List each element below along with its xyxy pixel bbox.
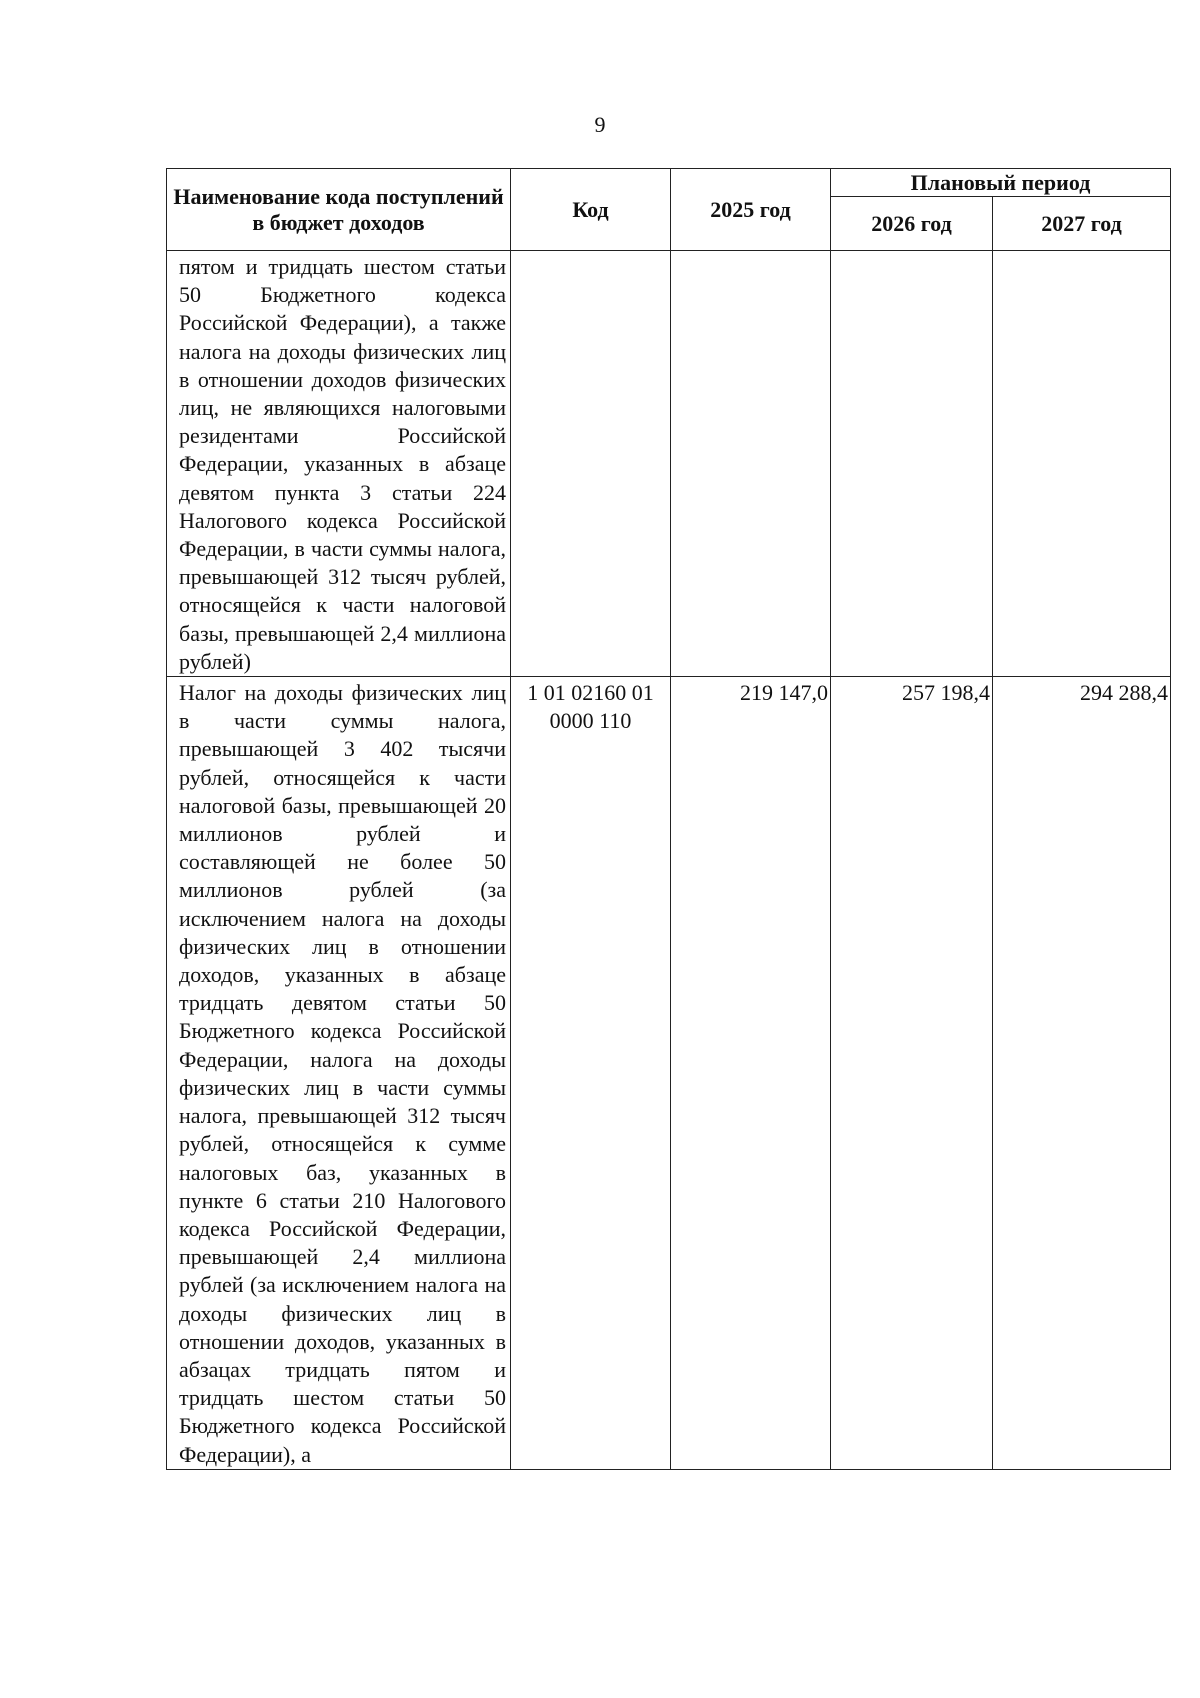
row-2025-cell	[671, 677, 831, 1470]
header-name: Наименование кода поступлений в бюджет доходов	[167, 169, 511, 251]
row-2026-cell	[831, 251, 993, 677]
header-planned-period: Плановый период	[831, 169, 1171, 197]
row-code-cell	[511, 251, 671, 677]
row-name: пятом и тридцать шестом статьи 50 Бюджетного кодекса Российской Федерации), а также налога на доходы физических лиц в отношении доходов физических лиц, не являющихся налоговыми резидентами Российской Федерации, указанных в абзаце девятом пункта 3 статьи 224 Налогового кодекса Российской Федерации, в части суммы налога, превышающей 312 тысяч рублей, относящейся к части налоговой базы, превышающей 2,4 миллиона рублей)	[179, 254, 506, 674]
row-name: Налог на доходы физических лиц в части суммы налога, превышающей 3 402 тысячи рублей, относящейся к части налоговой базы, превышающей 20 миллионов рублей и составляющей не более 50 миллионов рублей (за исключением налога на доходы физических лиц в отношении доходов, указанных в абзаце тридцать девятом статьи 50 Бюджетного кодекса Российской Федерации, налога на доходы физических лиц в части суммы налога, превышающей 312 тысяч рублей, относящейся к сумме налоговых баз, указанных в пункте 6 статьи 210 Налогового кодекса Российской Федерации, превышающей 2,4 миллиона рублей (за исключением налога на доходы физических лиц в отношении доходов, указанных в абзацах тридцать пятом и тридцать шестом статьи 50 Бюджетного кодекса Российской Федерации), а	[179, 680, 506, 1467]
row-code	[511, 251, 670, 253]
row-value-2027	[993, 251, 1170, 253]
row-value-2025	[671, 251, 830, 253]
row-value-2025: 219 147,0	[740, 680, 828, 706]
row-2027-cell	[993, 677, 1171, 1470]
row-value-2026: 257 198,4	[902, 680, 990, 706]
header-year-2026: 2026 год	[831, 197, 993, 251]
table-row	[167, 677, 1171, 1470]
row-2025-cell	[671, 251, 831, 677]
row-value-2027: 294 288,4	[1080, 680, 1169, 706]
row-code-cell	[511, 677, 671, 1470]
row-2026-cell	[831, 677, 993, 1470]
header-year-2025: 2025 год	[671, 169, 831, 251]
row-code: 1 01 02160 01 0000 110	[527, 680, 654, 734]
row-value-2026	[831, 251, 992, 253]
header-year-2027: 2027 год	[993, 197, 1171, 251]
row-name-cell	[167, 251, 511, 677]
row-name-cell	[167, 677, 511, 1470]
budget-revenue-table	[166, 168, 1171, 1470]
table-row	[167, 251, 1171, 677]
row-2027-cell	[993, 251, 1171, 677]
header-code: Код	[511, 169, 671, 251]
page-number: 9	[594, 112, 606, 137]
